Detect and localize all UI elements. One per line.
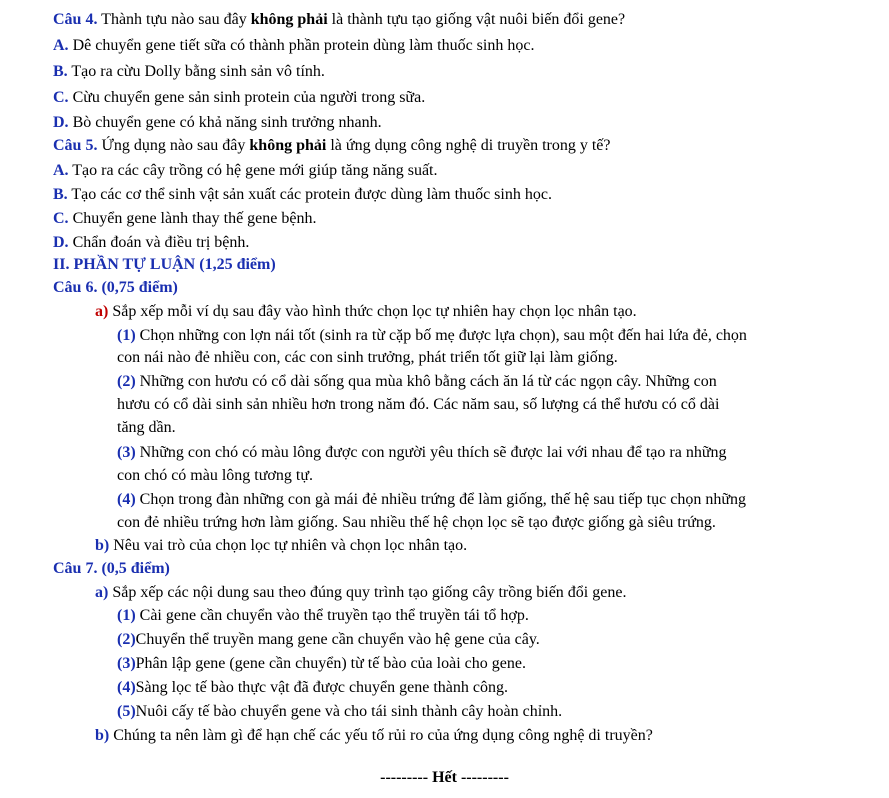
q6-item-1-cont: con nái nào đẻ nhiều con, các con sinh trưởng, phát triển tốt giữ lại làm giống. — [117, 349, 618, 366]
q7-label: Câu 7. (0,5 điểm) — [53, 560, 170, 577]
q6-item-2-cont2: tăng dần. — [117, 419, 176, 436]
q5-bold: không phải — [249, 137, 327, 154]
option-text: Chuyển gene lành thay thế gene bệnh. — [72, 210, 317, 227]
q6-item-2-cont: hươu có cổ dài sinh sản nhiều hơn trong năm đó. Các năm sau, số lượng cá thể hươu có cổ dài — [117, 396, 720, 413]
q6-item-3-cont: con chó có màu lông tương tự. — [117, 467, 313, 484]
q5-option-d — [53, 232, 249, 254]
q6-part-b — [95, 535, 467, 557]
item-text: Phân lập gene (gene cần chuyển) từ tế bào của loài cho gene. — [135, 655, 526, 672]
q7-item-2 — [117, 629, 540, 651]
q6-part-a — [95, 301, 637, 323]
q4-option-b — [53, 61, 325, 83]
option-key: B. — [53, 186, 68, 203]
option-text: Cừu chuyển gene sản sinh protein của người trong sữa. — [72, 89, 426, 106]
q7-item-4 — [117, 677, 508, 699]
q6-label: Câu 6. (0,75 điểm) — [53, 279, 178, 296]
q5-post: là ứng dụng công nghệ di truyền trong y tế? — [330, 137, 611, 154]
option-text: Bò chuyển gene có khả năng sinh trưởng nhanh. — [72, 114, 382, 131]
item-text: Những con chó có màu lông được con người yêu thích sẽ được lai với nhau để tạo ra những — [139, 444, 727, 461]
part-key: a) — [95, 303, 109, 320]
option-key: D. — [53, 234, 69, 251]
part-text: Nêu vai trò của chọn lọc tự nhiên và chọn lọc nhân tạo. — [113, 537, 468, 554]
item-text: Chọn những con lợn nái tốt (sinh ra từ cặp bố mẹ được lựa chọn), sau một đến hai lứa đẻ, chọn — [139, 327, 747, 344]
item-key: (4) — [117, 491, 136, 508]
part-text: Chúng ta nên làm gì để hạn chế các yếu tố rủi ro của ứng dụng công nghệ di truyền? — [113, 727, 653, 744]
option-text: Tạo các cơ thể sinh vật sản xuất các protein được dùng làm thuốc sinh học. — [71, 186, 552, 203]
item-key: (2) — [117, 373, 136, 390]
option-text: Tạo ra các cây trồng có hệ gene mới giúp tăng năng suất. — [72, 162, 438, 179]
q5-option-b — [53, 184, 552, 206]
item-text: Những con hươu có cổ dài sống qua mùa khô bằng cách ăn lá từ các ngọn cây. Những con — [139, 373, 717, 390]
item-key: (2) — [117, 631, 136, 648]
option-text: Chẩn đoán và điều trị bệnh. — [72, 234, 250, 251]
item-text: Cài gene cần chuyển vào thể truyền tạo thể truyền tái tổ hợp. — [139, 607, 529, 624]
q4-option-a — [53, 35, 534, 57]
q7-part-b — [95, 725, 653, 747]
q5-pre: Ứng dụng nào sau đây — [101, 137, 246, 154]
item-key: (4) — [117, 679, 136, 696]
q4-option-d — [53, 112, 382, 134]
q7-item-3 — [117, 653, 526, 675]
item-text: Sàng lọc tế bào thực vật đã được chuyển gene thành công. — [135, 679, 509, 696]
option-key: A. — [53, 37, 69, 54]
q4-label: Câu 4. — [53, 11, 98, 28]
q6-item-4-cont: con đẻ nhiều trứng hơn làm giống. Sau nhiều thế hệ chọn lọc sẽ tạo được giống gà siêu trứng. — [117, 514, 716, 531]
part-text: Sắp xếp các nội dung sau theo đúng quy trình tạo giống cây trồng biến đổi gene. — [112, 584, 627, 601]
q4-post: là thành tựu tạo giống vật nuôi biến đổi gene? — [331, 11, 626, 28]
item-text: Nuôi cấy tế bào chuyển gene và cho tái sinh thành cây hoàn chỉnh. — [135, 703, 563, 720]
option-text: Tạo ra cừu Dolly bằng sinh sản vô tính. — [71, 63, 325, 80]
option-key: C. — [53, 210, 69, 227]
q4-pre: Thành tựu nào sau đây — [101, 11, 247, 28]
item-text: Chuyển thể truyền mang gene cần chuyển vào hệ gene của cây. — [135, 631, 540, 648]
part-key: a) — [95, 584, 109, 601]
item-key: (3) — [117, 655, 136, 672]
q6-item-1 — [117, 325, 747, 347]
item-text: Chọn trong đàn những con gà mái đẻ nhiều trứng để làm giống, thế hệ sau tiếp tục chọn những — [139, 491, 746, 508]
section-heading: II. PHẦN TỰ LUẬN (1,25 điểm) — [53, 256, 276, 273]
q4-option-c — [53, 87, 425, 109]
q6-item-4 — [117, 489, 746, 511]
item-key: (1) — [117, 607, 136, 624]
option-key: D. — [53, 114, 69, 131]
option-key: A. — [53, 162, 69, 179]
q4-stem — [53, 9, 625, 31]
item-key: (3) — [117, 444, 136, 461]
option-key: C. — [53, 89, 69, 106]
q7-item-1 — [117, 605, 529, 627]
option-key: B. — [53, 63, 68, 80]
q7-item-5 — [117, 701, 562, 723]
q5-label: Câu 5. — [53, 137, 98, 154]
part-text: Sắp xếp mỗi ví dụ sau đây vào hình thức chọn lọc tự nhiên hay chọn lọc nhân tạo. — [112, 303, 637, 320]
item-key: (5) — [117, 703, 136, 720]
option-text: Dê chuyển gene tiết sữa có thành phần protein dùng làm thuốc sinh học. — [72, 37, 535, 54]
item-key: (1) — [117, 327, 136, 344]
part-key: b) — [95, 727, 110, 744]
part-key: b) — [95, 537, 110, 554]
q6-item-2 — [117, 371, 717, 393]
q6-item-3 — [117, 442, 727, 464]
q5-option-a — [53, 160, 438, 182]
end-marker: --------- Hết --------- — [380, 769, 509, 786]
q4-bold: không phải — [250, 11, 328, 28]
q5-option-c — [53, 208, 316, 230]
q7-part-a — [95, 582, 626, 604]
q5-stem — [53, 135, 611, 157]
